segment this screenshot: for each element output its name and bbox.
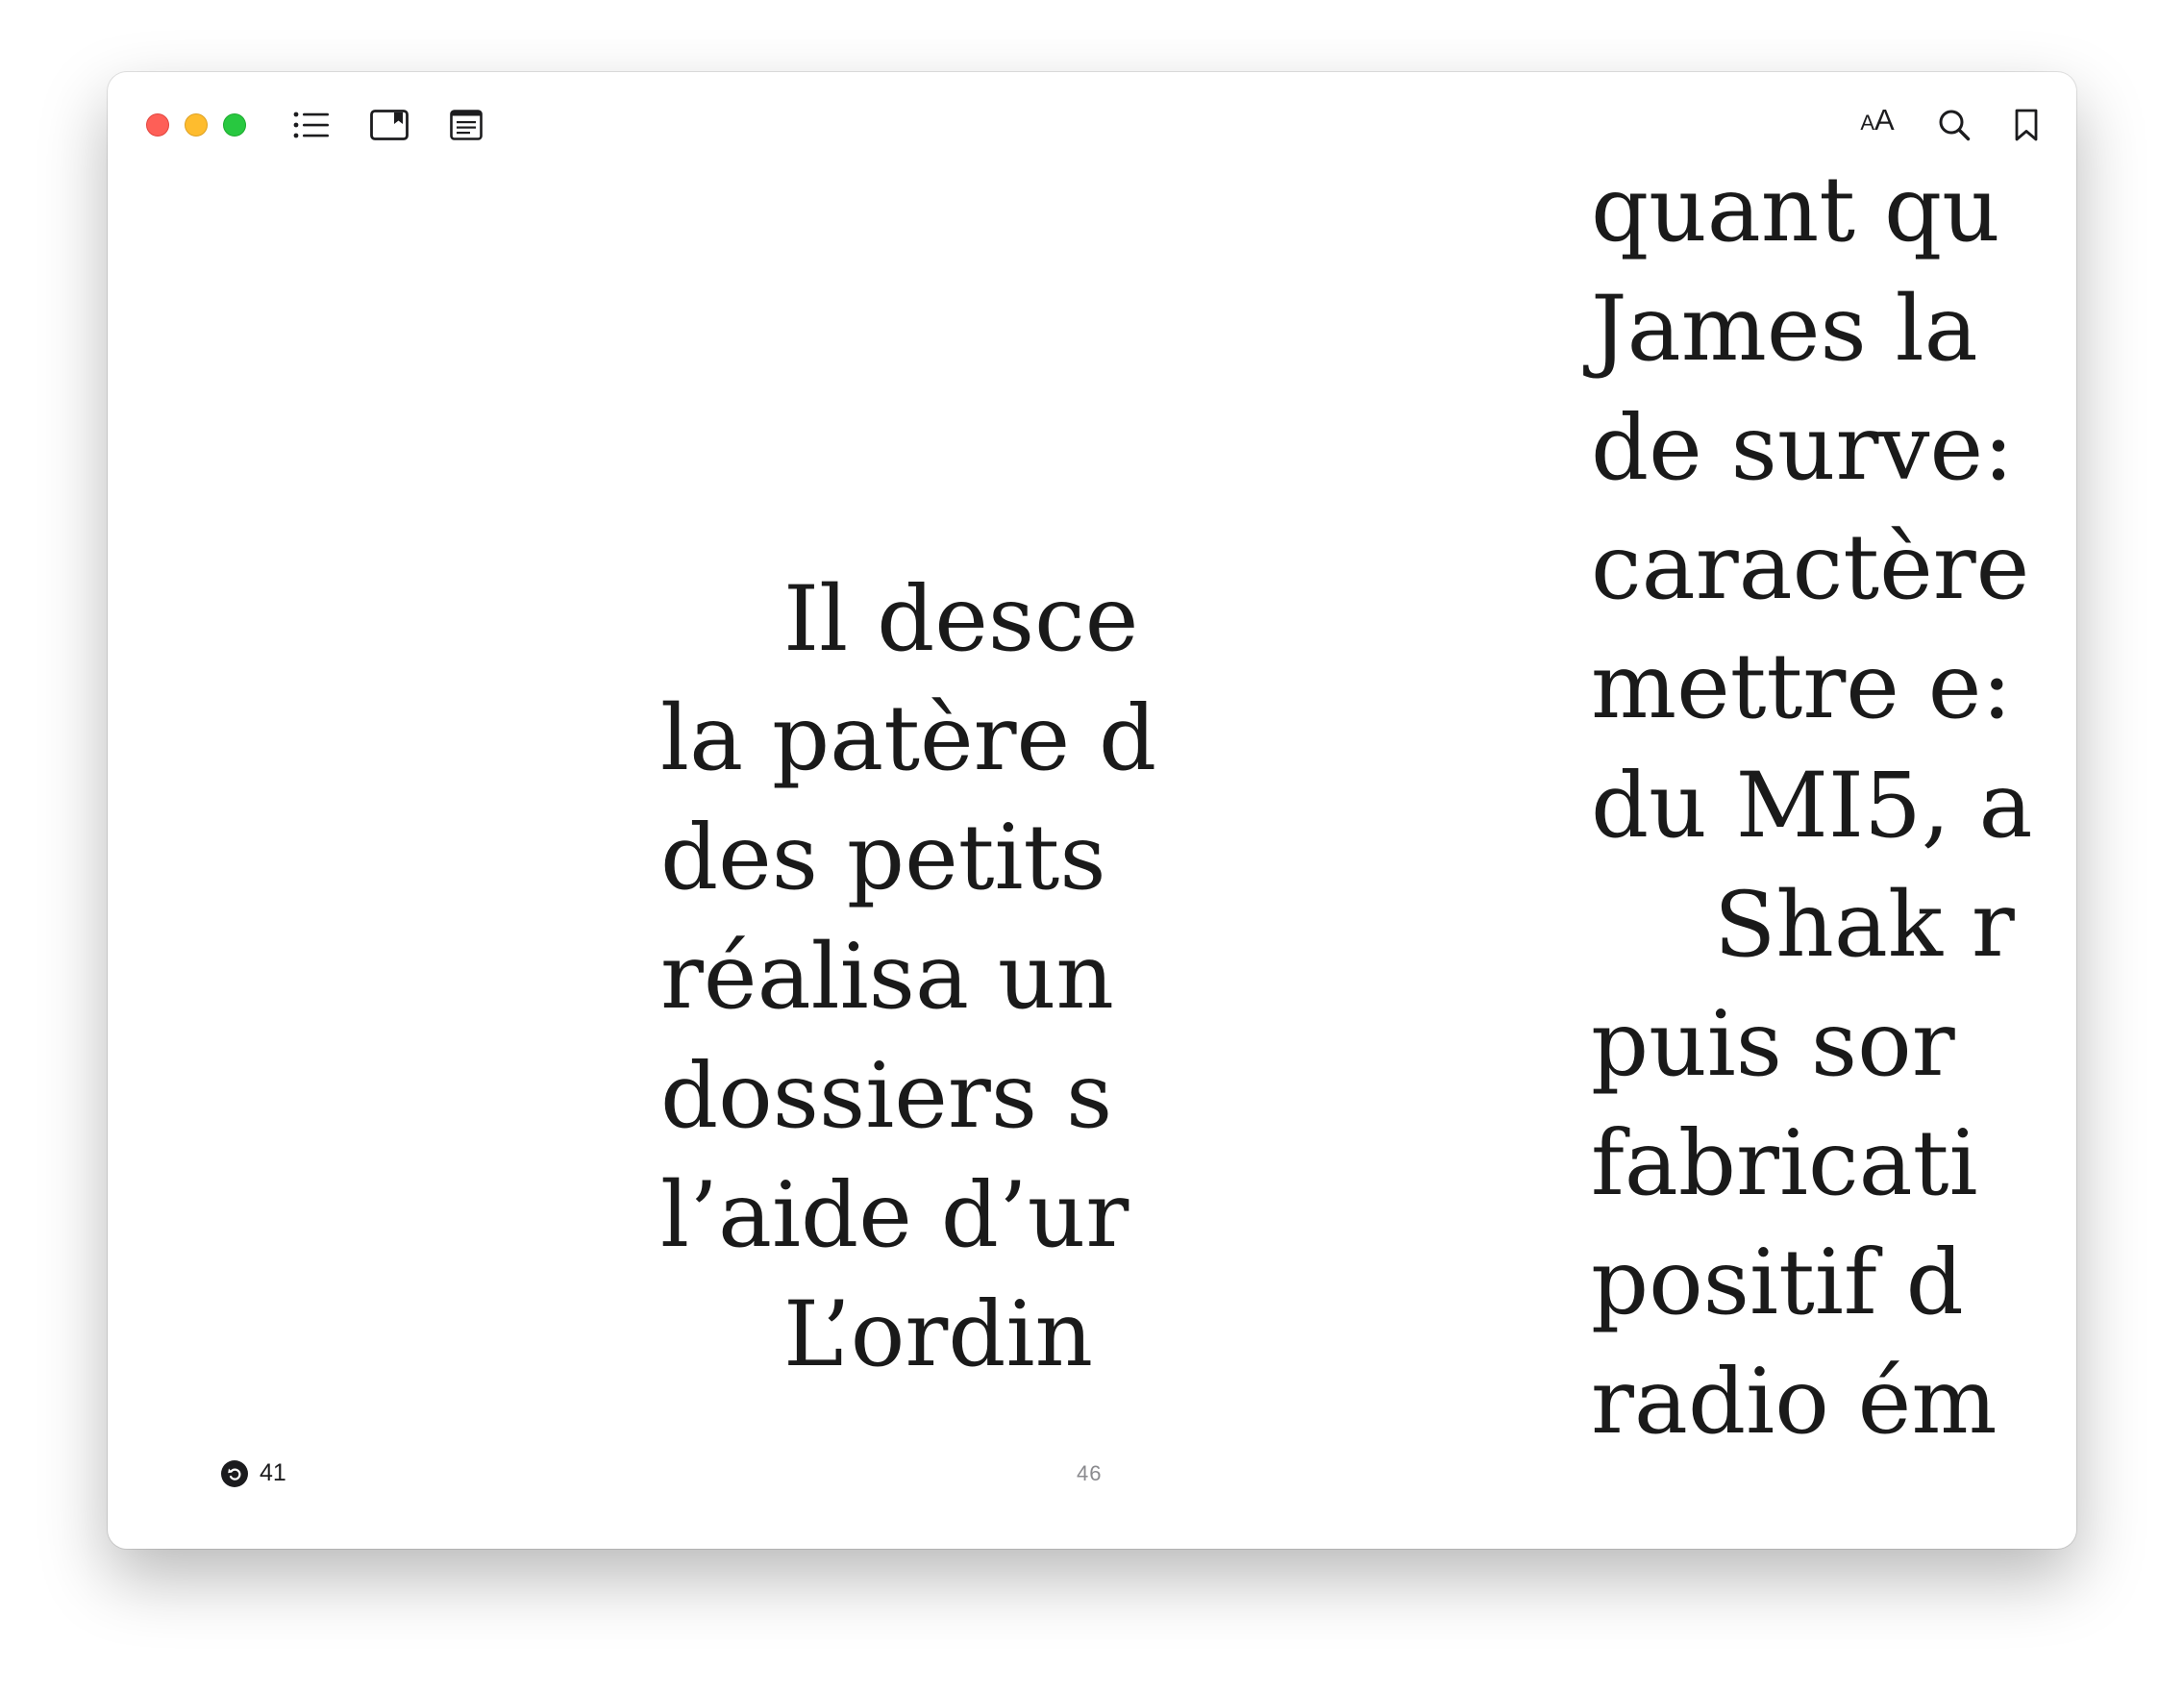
search-icon — [1938, 109, 1971, 141]
text-line: l’aide d’ur — [660, 1163, 1129, 1268]
text-line: Shak r — [1714, 873, 2015, 978]
font-size-icon: A A — [1860, 103, 1895, 137]
minimize-window-button[interactable] — [185, 113, 208, 137]
maximize-window-button[interactable] — [223, 113, 246, 137]
sidebar-bookmark-icon — [370, 110, 409, 140]
book-reader-window — [108, 72, 2076, 1549]
text-line: de surve: — [1591, 396, 2014, 501]
text-line: James la — [1591, 277, 1978, 382]
bookmarks-sidebar-button[interactable] — [367, 103, 411, 147]
text-line: des petits — [660, 806, 1106, 910]
text-line: quant qu — [1591, 158, 2000, 262]
table-of-contents-button[interactable] — [289, 103, 334, 147]
bookmark-button[interactable] — [2004, 103, 2048, 147]
text-line: mettre e: — [1591, 634, 2013, 739]
notes-button[interactable] — [444, 103, 488, 147]
close-window-button[interactable] — [146, 113, 169, 137]
text-line: Il desce — [783, 567, 1139, 672]
text-line: caractère — [1591, 515, 2030, 620]
appearance-button[interactable] — [1855, 103, 1899, 147]
text-line: puis sor — [1591, 992, 1955, 1097]
text-line: radio ém — [1591, 1350, 1998, 1455]
back-page-count: 41 — [260, 1459, 286, 1486]
text-line: dossiers s — [660, 1044, 1113, 1149]
text-line: fabricati — [1591, 1111, 1978, 1216]
search-button[interactable] — [1932, 103, 1976, 147]
back-arrow-icon — [221, 1460, 248, 1487]
text-line: du MI5, a — [1591, 754, 2033, 858]
notes-icon — [450, 110, 483, 140]
right-page-text — [1591, 151, 2033, 1499]
text-line: L’ordin — [783, 1282, 1094, 1387]
page-number: 46 — [1077, 1461, 1103, 1485]
back-to-page-button[interactable] — [221, 1459, 286, 1487]
text-line: la patère d — [660, 686, 1157, 791]
bookmark-icon — [2014, 108, 2039, 142]
text-line: positif d — [1591, 1231, 1964, 1335]
text-line: réalisa un — [660, 925, 1114, 1030]
list-icon — [293, 111, 330, 139]
